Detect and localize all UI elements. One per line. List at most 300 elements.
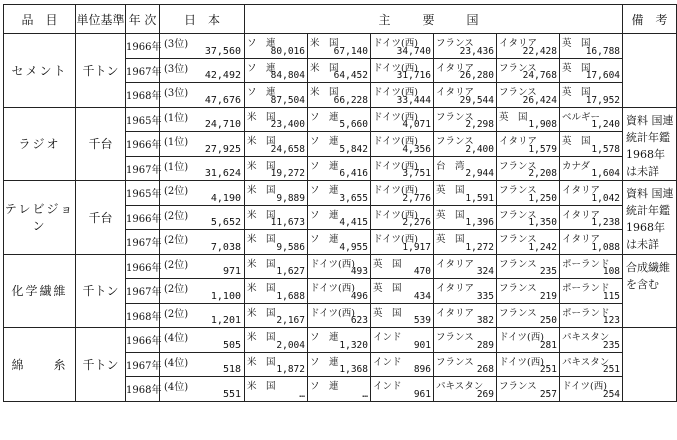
country-value: … xyxy=(362,388,368,400)
country-cell xyxy=(371,377,434,402)
item-name: セメント xyxy=(4,34,76,108)
country-value: 269 xyxy=(476,388,494,400)
country-value: 1,368 xyxy=(339,364,368,375)
japan-cell xyxy=(160,181,245,206)
country-value: 108 xyxy=(602,266,621,277)
japan-cell xyxy=(160,205,245,230)
japan-value: 31,624 xyxy=(204,168,241,179)
country-value: 17,952 xyxy=(585,94,621,106)
country-cell xyxy=(560,83,623,108)
country-cell xyxy=(497,58,560,83)
country-value: 17,604 xyxy=(585,70,621,81)
country-name: ドイツ(西) xyxy=(373,38,418,49)
japan-cell xyxy=(160,352,245,377)
note: 資料 国連統計年鑑1968年は未詳 xyxy=(623,181,677,255)
country-value: 3,751 xyxy=(402,168,431,179)
japan-cell xyxy=(160,254,245,279)
country-value: 4,955 xyxy=(339,241,368,253)
country-value: 2,004 xyxy=(276,339,305,351)
country-name: 米 国 xyxy=(247,381,276,392)
country-value: … xyxy=(299,388,305,400)
country-value: 31,716 xyxy=(396,70,431,81)
country-cell xyxy=(245,34,308,59)
country-value: 6,416 xyxy=(339,168,368,179)
country-cell xyxy=(434,83,497,108)
country-value: 1,042 xyxy=(591,192,621,204)
country-cell xyxy=(560,328,623,353)
country-cell xyxy=(371,132,434,157)
year: 1967年 xyxy=(126,58,160,83)
country-value: 123 xyxy=(602,315,621,326)
japan-rank: (2位) xyxy=(164,210,189,222)
country-cell xyxy=(497,107,560,132)
country-cell xyxy=(371,230,434,255)
country-value: 434 xyxy=(413,290,431,302)
japan-rank: (4位) xyxy=(164,382,189,393)
country-cell xyxy=(497,352,560,377)
country-cell xyxy=(434,205,497,230)
country-name: パキスタン xyxy=(562,332,610,343)
country-cell xyxy=(560,352,623,377)
item-name: ラジオ xyxy=(4,107,76,181)
country-cell xyxy=(371,352,434,377)
country-value: 623 xyxy=(350,315,368,326)
country-cell xyxy=(497,328,560,353)
japan-rank: (1位) xyxy=(164,161,189,173)
country-name: 米 国 xyxy=(247,136,276,147)
country-value: 2,298 xyxy=(465,119,494,130)
country-cell xyxy=(371,328,434,353)
japan-value: 37,560 xyxy=(204,45,241,57)
country-cell xyxy=(434,58,497,83)
country-value: 1,238 xyxy=(591,217,621,228)
country-cell xyxy=(245,132,308,157)
country-value: 289 xyxy=(476,339,494,351)
country-name: フランス xyxy=(499,62,537,74)
country-name: イタリア xyxy=(499,38,538,49)
country-cell xyxy=(434,254,497,279)
country-name: ポーランド xyxy=(562,258,610,270)
country-cell xyxy=(245,303,308,328)
header-note: 備 考 xyxy=(623,5,677,34)
country-cell xyxy=(497,83,560,108)
item-name: テレビジョン xyxy=(4,181,76,255)
country-name: ソ 連 xyxy=(310,185,339,196)
header-unit: 単位基準 xyxy=(76,5,126,34)
country-name: ベルギー xyxy=(562,111,601,123)
country-name: 英 国 xyxy=(562,136,591,147)
country-value: 1,688 xyxy=(276,290,305,302)
country-name: ソ 連 xyxy=(247,87,276,98)
country-cell xyxy=(371,107,434,132)
item-name: 綿 糸 xyxy=(4,328,76,402)
japan-cell xyxy=(160,156,245,181)
country-name: インド xyxy=(373,356,402,368)
japan-value: 1,201 xyxy=(210,315,241,326)
country-cell xyxy=(308,279,371,304)
country-name: 英 国 xyxy=(436,209,465,221)
table-row xyxy=(4,34,677,59)
country-name: 英 国 xyxy=(562,87,591,98)
table-row xyxy=(4,254,677,279)
japan-rank: (1位) xyxy=(164,137,189,148)
country-cell xyxy=(560,254,623,279)
country-value: 896 xyxy=(413,364,431,375)
country-cell xyxy=(497,279,560,304)
country-cell xyxy=(245,352,308,377)
unit: 千トン xyxy=(76,254,126,328)
country-value: 2,208 xyxy=(528,168,557,179)
country-cell xyxy=(371,303,434,328)
country-name: ドイツ(西) xyxy=(373,185,418,196)
country-cell xyxy=(371,254,434,279)
country-value: 87,504 xyxy=(270,94,305,106)
country-value: 3,655 xyxy=(339,192,368,204)
country-name: 英 国 xyxy=(562,62,591,74)
japan-value: 1,100 xyxy=(210,290,241,302)
production-table xyxy=(3,4,677,402)
country-cell xyxy=(308,107,371,132)
japan-cell xyxy=(160,377,245,402)
country-name: ソ 連 xyxy=(310,111,339,123)
country-name: ドイツ(西) xyxy=(562,381,607,392)
country-name: フランス xyxy=(436,332,474,343)
country-cell xyxy=(497,156,560,181)
japan-rank: (3位) xyxy=(164,63,189,75)
country-cell xyxy=(308,34,371,59)
country-value: 251 xyxy=(539,364,557,375)
country-value: 80,016 xyxy=(270,45,305,57)
country-value: 1,604 xyxy=(591,168,621,179)
japan-value: 551 xyxy=(222,388,241,400)
country-value: 1,250 xyxy=(528,192,557,204)
country-cell xyxy=(497,181,560,206)
country-name: 米 国 xyxy=(247,332,276,343)
country-cell xyxy=(308,303,371,328)
japan-value: 27,925 xyxy=(204,143,241,155)
japan-cell xyxy=(160,34,245,59)
country-value: 1,917 xyxy=(402,241,431,253)
country-cell xyxy=(434,303,497,328)
country-value: 2,400 xyxy=(465,143,494,155)
country-name: フランス xyxy=(499,307,537,319)
country-value: 235 xyxy=(602,339,621,351)
country-cell xyxy=(434,181,497,206)
country-name: 米 国 xyxy=(247,307,276,319)
country-value: 26,280 xyxy=(459,70,494,81)
country-name: ソ 連 xyxy=(310,234,339,245)
country-name: カナダ xyxy=(562,160,591,172)
country-value: 250 xyxy=(539,315,557,326)
note: 資料 国連統計年鑑1968年は未詳 xyxy=(623,107,677,181)
country-cell xyxy=(371,34,434,59)
country-value: 539 xyxy=(413,315,431,326)
country-value: 29,544 xyxy=(459,94,494,106)
country-cell xyxy=(245,279,308,304)
country-cell xyxy=(245,83,308,108)
country-value: 66,228 xyxy=(333,94,368,106)
country-value: 16,788 xyxy=(585,45,621,57)
country-value: 23,400 xyxy=(270,119,305,130)
japan-rank: (2位) xyxy=(164,186,189,197)
country-name: ドイツ(西) xyxy=(310,283,355,294)
unit: 千台 xyxy=(76,107,126,181)
country-cell xyxy=(560,205,623,230)
japan-rank: (2位) xyxy=(164,235,189,246)
country-cell xyxy=(560,181,623,206)
country-name: ソ 連 xyxy=(310,332,339,343)
country-cell xyxy=(560,132,623,157)
country-name: フランス xyxy=(499,381,537,392)
country-name: ポーランド xyxy=(562,307,610,319)
country-name: ドイツ(西) xyxy=(373,209,418,221)
country-name: 米 国 xyxy=(247,111,276,123)
japan-rank: (1位) xyxy=(164,112,189,124)
year: 1967年 xyxy=(126,230,160,255)
country-name: イタリア xyxy=(562,209,601,221)
country-name: ソ 連 xyxy=(310,160,339,172)
country-value: 5,660 xyxy=(339,119,368,130)
year: 1965年 xyxy=(126,107,160,132)
table-row xyxy=(4,328,677,353)
country-value: 23,436 xyxy=(459,45,494,57)
japan-rank: (3位) xyxy=(164,88,189,99)
country-value: 2,776 xyxy=(402,192,431,204)
country-name: 英 国 xyxy=(562,38,591,49)
country-name: 英 国 xyxy=(373,283,402,294)
japan-cell xyxy=(160,303,245,328)
country-name: イタリア xyxy=(436,258,475,270)
country-name: ソ 連 xyxy=(247,38,276,49)
country-name: ソ 連 xyxy=(310,381,339,392)
japan-cell xyxy=(160,132,245,157)
table-row xyxy=(4,181,677,206)
country-name: ドイツ(西) xyxy=(373,62,418,74)
country-value: 1,872 xyxy=(276,364,305,375)
country-name: 米 国 xyxy=(247,258,276,270)
note xyxy=(623,328,677,402)
country-value: 4,415 xyxy=(339,217,368,228)
year: 1968年 xyxy=(126,303,160,328)
country-name: ドイツ(西) xyxy=(499,356,544,368)
year: 1967年 xyxy=(126,352,160,377)
country-value: 335 xyxy=(476,290,494,302)
country-cell xyxy=(497,132,560,157)
country-cell xyxy=(308,352,371,377)
year: 1968年 xyxy=(126,377,160,402)
country-value: 22,428 xyxy=(522,45,557,57)
japan-value: 7,038 xyxy=(210,241,241,253)
country-cell xyxy=(308,328,371,353)
header-major-countries: 主 要 国 xyxy=(245,5,623,34)
country-name: インド xyxy=(373,332,402,343)
country-cell xyxy=(308,83,371,108)
country-name: フランス xyxy=(499,258,537,270)
japan-cell xyxy=(160,328,245,353)
country-cell xyxy=(497,303,560,328)
country-cell xyxy=(434,34,497,59)
japan-value: 42,492 xyxy=(204,70,241,81)
country-cell xyxy=(371,83,434,108)
country-cell xyxy=(245,107,308,132)
country-cell xyxy=(308,58,371,83)
country-name: フランス xyxy=(499,209,537,221)
japan-cell xyxy=(160,230,245,255)
country-name: ドイツ(西) xyxy=(373,136,418,147)
header-japan: 日 本 xyxy=(160,5,245,34)
table-body xyxy=(4,34,677,402)
japan-rank: (2位) xyxy=(164,284,189,295)
country-cell xyxy=(434,230,497,255)
country-name: 米 国 xyxy=(310,62,339,74)
country-value: 24,768 xyxy=(522,70,557,81)
country-cell xyxy=(560,58,623,83)
country-value: 324 xyxy=(476,266,494,277)
country-name: フランス xyxy=(436,38,474,49)
unit: 千トン xyxy=(76,328,126,402)
country-name: 英 国 xyxy=(373,258,402,270)
country-value: 2,276 xyxy=(402,217,431,228)
country-cell xyxy=(245,377,308,402)
country-name: 米 国 xyxy=(247,283,276,294)
country-name: 米 国 xyxy=(247,356,276,368)
country-value: 1,591 xyxy=(465,192,494,204)
country-cell xyxy=(560,107,623,132)
country-cell xyxy=(308,377,371,402)
country-cell xyxy=(308,205,371,230)
country-name: 米 国 xyxy=(310,87,339,98)
country-cell xyxy=(434,279,497,304)
country-name: イタリア xyxy=(499,136,538,147)
country-value: 4,356 xyxy=(402,143,431,155)
japan-value: 24,710 xyxy=(204,119,241,130)
japan-cell xyxy=(160,83,245,108)
country-value: 84,804 xyxy=(270,70,305,81)
country-name: フランス xyxy=(499,160,537,172)
country-name: イタリア xyxy=(436,62,475,74)
country-cell xyxy=(497,205,560,230)
country-cell xyxy=(371,279,434,304)
year: 1966年 xyxy=(126,328,160,353)
country-cell xyxy=(308,156,371,181)
country-name: フランス xyxy=(499,283,537,294)
country-name: 米 国 xyxy=(247,234,276,245)
country-name: イタリア xyxy=(436,307,475,319)
country-name: ソ 連 xyxy=(310,356,339,368)
country-name: ドイツ(西) xyxy=(373,87,418,98)
country-value: 24,658 xyxy=(270,143,305,155)
country-cell xyxy=(308,230,371,255)
country-cell xyxy=(560,34,623,59)
country-name: 英 国 xyxy=(436,185,465,196)
country-name: 台 湾 xyxy=(436,160,465,172)
country-cell xyxy=(245,58,308,83)
year: 1966年 xyxy=(126,132,160,157)
country-value: 5,842 xyxy=(339,143,368,155)
country-name: ドイツ(西) xyxy=(373,234,418,245)
country-name: インド xyxy=(373,381,402,392)
country-value: 11,673 xyxy=(270,217,305,228)
country-value: 9,889 xyxy=(276,192,305,204)
country-name: フランス xyxy=(436,356,474,368)
country-cell xyxy=(371,156,434,181)
header-row xyxy=(4,5,677,34)
japan-rank: (4位) xyxy=(164,333,189,344)
country-name: フランス xyxy=(436,111,474,123)
country-cell xyxy=(245,205,308,230)
country-name: イタリア xyxy=(436,87,475,98)
country-value: 493 xyxy=(350,266,368,277)
year: 1966年 xyxy=(126,34,160,59)
japan-value: 505 xyxy=(222,339,241,351)
country-name: イタリア xyxy=(562,185,601,196)
country-cell xyxy=(497,34,560,59)
country-value: 1,396 xyxy=(465,217,494,228)
japan-value: 518 xyxy=(222,364,241,375)
country-cell xyxy=(245,181,308,206)
country-cell xyxy=(434,377,497,402)
country-value: 1,242 xyxy=(528,241,557,253)
country-cell xyxy=(245,254,308,279)
country-cell xyxy=(434,107,497,132)
japan-value: 5,652 xyxy=(210,217,241,228)
country-name: ソ 連 xyxy=(310,136,339,147)
country-value: 1,578 xyxy=(591,143,621,155)
country-name: ソ 連 xyxy=(247,62,276,74)
japan-value: 4,190 xyxy=(210,192,241,204)
country-name: 英 国 xyxy=(499,111,528,123)
country-name: ドイツ(西) xyxy=(373,160,418,172)
country-name: 英 国 xyxy=(373,307,402,319)
country-name: フランス xyxy=(499,234,537,245)
country-cell xyxy=(308,132,371,157)
country-value: 9,586 xyxy=(276,241,305,253)
country-value: 4,071 xyxy=(402,119,431,130)
country-name: ドイツ(西) xyxy=(373,111,418,123)
country-cell xyxy=(434,352,497,377)
country-cell xyxy=(560,156,623,181)
country-cell xyxy=(245,328,308,353)
unit: 千台 xyxy=(76,181,126,255)
country-value: 235 xyxy=(539,266,557,277)
country-value: 1,579 xyxy=(528,143,557,155)
country-name: パキスタン xyxy=(562,356,610,368)
item-name: 化学繊維 xyxy=(4,254,76,328)
year: 1966年 xyxy=(126,254,160,279)
country-value: 2,944 xyxy=(465,168,494,179)
country-value: 67,140 xyxy=(333,45,368,57)
country-value: 470 xyxy=(413,266,431,277)
country-cell xyxy=(434,132,497,157)
country-name: ドイツ(西) xyxy=(310,307,355,319)
country-cell xyxy=(245,156,308,181)
country-value: 19,272 xyxy=(270,168,305,179)
japan-rank: (2位) xyxy=(164,308,189,320)
country-value: 901 xyxy=(413,339,431,351)
japan-rank: (2位) xyxy=(164,259,189,271)
country-name: イタリア xyxy=(562,234,601,245)
country-name: ソ 連 xyxy=(310,209,339,221)
country-cell xyxy=(308,254,371,279)
country-value: 281 xyxy=(539,339,557,351)
japan-cell xyxy=(160,107,245,132)
country-value: 1,350 xyxy=(528,217,557,228)
country-cell xyxy=(560,279,623,304)
country-name: フランス xyxy=(499,185,537,196)
country-cell xyxy=(434,156,497,181)
country-value: 115 xyxy=(602,290,621,302)
country-cell xyxy=(371,181,434,206)
